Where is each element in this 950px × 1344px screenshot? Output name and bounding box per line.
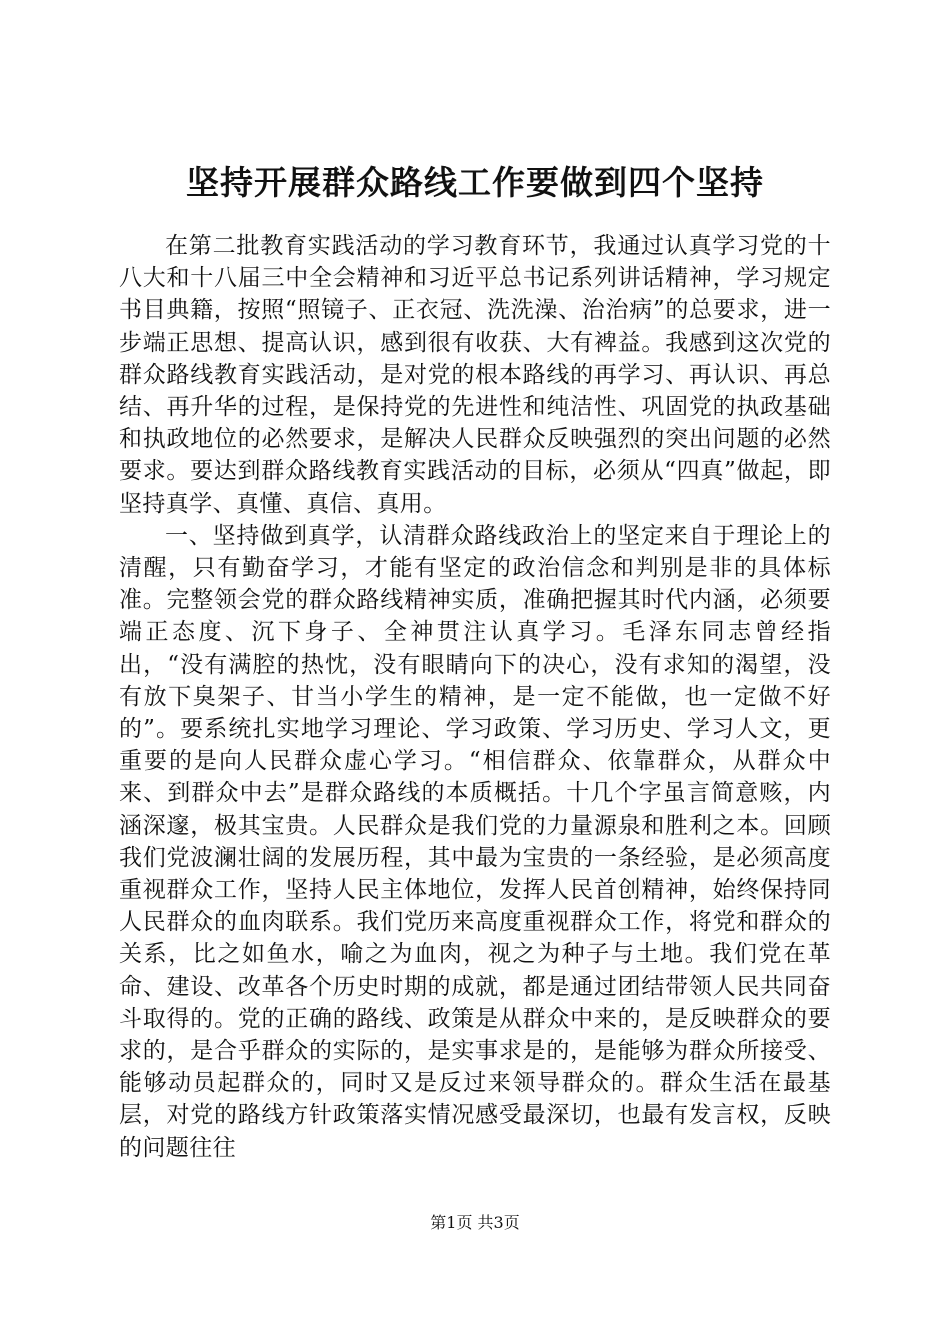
paragraph-intro: 在第二批教育实践活动的学习教育环节，我通过认真学习党的十八大和十八届三中全会精神和习近平总书记系列讲话精神，学习规定书目典籍，按照“照镜子、正衣冠、洗洗澡、治治病”的总要求，进一步端正思想、提高认识，感到很有收获、大有裨益。我感到这次党的群众路线教育实践活动，是对党的根本路线的再学习、再认识、再总结、再升华的过程，是保持党的先进性和纯洁性、巩固党的执政基础和执政地位的必然要求，是解决人民群众反映强烈的突出问题的必然要求。要达到群众路线教育实践活动的目标，必须从“四真”做起，即坚持真学、真懂、真信、真用。 — [119, 233, 831, 517]
page-number-footer: 第1页 共3页 — [430, 1213, 520, 1232]
document-title: 坚持开展群众路线工作要做到四个坚持 — [186, 163, 764, 202]
document-body — [119, 230, 831, 1164]
paragraph-section-one: 一、坚持做到真学，认清群众路线政治上的坚定来自于理论上的清醒，只有勤奋学习，才能有坚定的政治信念和判别是非的具体标准。完整领会党的群众路线精神实质，准确把握其时代内涵，必须要端正态度、沉下身子、全神贯注认真学习。毛泽东同志曾经指出，“没有满腔的热忱，没有眼睛向下的决心，没有求知的渴望，没有放下臭架子、甘当小学生的精神，是一定不能做，也一定做不好的”。要系统扎实地学习理论、学习政策、学习历史、学习人文，更重要的是向人民群众虚心学习。“相信群众、依靠群众，从群众中来、到群众中去”是群众路线的本质概括。十几个字虽言简意赅，内涵深邃，极其宝贵。人民群众是我们党的力量源泉和胜利之本。回顾我们党波澜壮阔的发展历程，其中最为宝贵的一条经验，是必须高度重视群众工作，坚持人民主体地位，发挥人民首创精神，始终保持同人民群众的血肉联系。我们党历来高度重视群众工作，将党和群众的关系，比之如鱼水，喻之为血肉，视之为种子与土地。我们党在革命、建设、改革各个历史时期的成就，都是通过团结带领人民共同奋斗取得的。党的正确的路线、政策是从群众中来的，是反映群众的要求的，是合乎群众的实际的，是实事求是的，是能够为群众所接受、能够动员起群众的，同时又是反过来领导群众的。群众生活在最基层，对党的路线方针政策落实情况感受最深切，也最有发言权，反映的问题往往 — [119, 522, 831, 1161]
